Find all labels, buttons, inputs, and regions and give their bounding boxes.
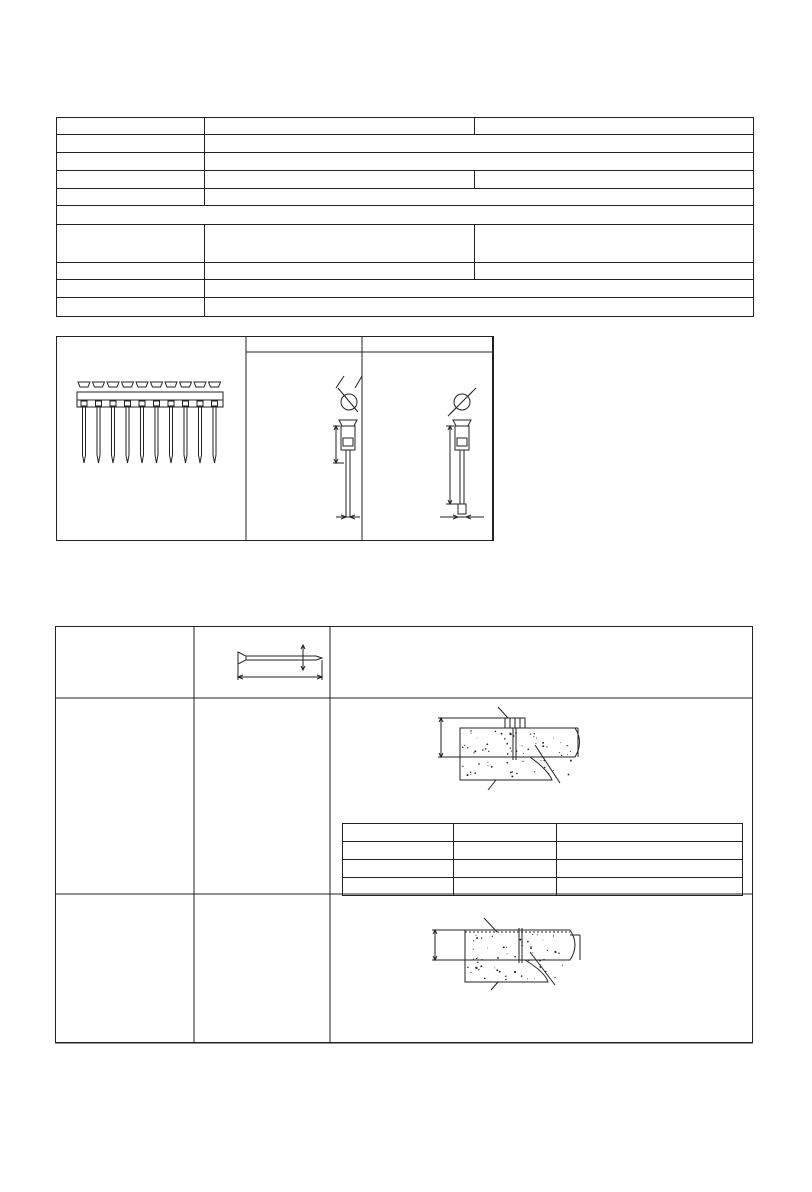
concrete-speck <box>476 937 478 939</box>
concrete-speck <box>521 975 523 977</box>
mini-cell <box>557 860 743 878</box>
mini-cell <box>343 842 454 860</box>
concrete-speck <box>485 748 487 750</box>
concrete-speck <box>501 733 503 735</box>
concrete-speck <box>548 773 549 774</box>
concrete-speck <box>571 761 572 762</box>
concrete-speck <box>475 935 476 936</box>
concrete-speck <box>540 760 541 761</box>
concrete-speck <box>491 766 493 768</box>
concrete-speck <box>561 755 562 756</box>
mini-cell <box>557 824 743 842</box>
concrete-speck <box>532 952 533 953</box>
concrete-speck <box>510 959 511 960</box>
concrete-speck <box>464 745 465 746</box>
concrete-speck <box>539 966 541 968</box>
concrete-speck <box>543 959 544 960</box>
concrete-speck <box>499 971 501 973</box>
concrete-speck <box>473 949 474 950</box>
concrete-speck <box>553 770 554 771</box>
concrete-speck <box>511 751 512 752</box>
concrete-speck <box>530 947 532 949</box>
concrete-speck <box>474 750 476 752</box>
concrete-speck <box>507 762 509 764</box>
concrete-speck <box>504 738 506 740</box>
mini-cell <box>454 860 557 878</box>
concrete-speck <box>562 965 563 966</box>
concrete-speck <box>544 767 545 768</box>
concrete-speck <box>520 745 521 746</box>
concrete-speck <box>495 731 497 733</box>
concrete-speck <box>514 971 516 973</box>
concrete-speck <box>486 743 488 745</box>
concrete-speck <box>554 951 556 953</box>
concrete-speck <box>534 733 535 734</box>
concrete-speck <box>536 738 537 739</box>
concrete-speck <box>543 760 544 761</box>
concrete-speck <box>534 771 535 772</box>
concrete-speck <box>530 733 531 734</box>
concrete-speck <box>510 747 511 748</box>
concrete-speck <box>542 939 543 940</box>
concrete-speck <box>507 953 508 954</box>
concrete-speck <box>473 958 474 959</box>
concrete-speck <box>528 960 529 961</box>
concrete-speck <box>478 969 479 970</box>
concrete-speck <box>568 774 570 776</box>
mini-cell <box>454 824 557 842</box>
concrete-speck <box>471 733 472 734</box>
concrete-speck <box>506 743 508 745</box>
concrete-speck <box>462 766 463 767</box>
concrete-speck <box>477 738 478 739</box>
mini-cell <box>343 860 454 878</box>
concrete-speck <box>506 947 507 948</box>
mini-cell <box>454 878 557 896</box>
concrete-speck <box>511 775 513 777</box>
mini-table-row <box>343 878 743 896</box>
concrete-speck <box>534 978 535 979</box>
concrete-speck <box>487 947 488 948</box>
concrete-speck <box>467 747 468 748</box>
concrete-speck <box>516 750 518 752</box>
concrete-speck <box>462 747 464 749</box>
concrete-speck <box>480 966 481 967</box>
concrete-speck <box>553 935 554 936</box>
concrete-speck <box>494 967 495 968</box>
nail-side-profile-icon <box>238 645 322 680</box>
concrete-speck <box>533 736 534 737</box>
concrete-speck <box>515 756 516 757</box>
concrete-fastening-section-icon <box>438 707 580 790</box>
concrete-speck <box>510 772 512 774</box>
concrete-speck <box>532 934 533 935</box>
concrete-speck <box>484 978 486 980</box>
concrete-speck <box>514 956 516 958</box>
mini-cell <box>557 878 743 896</box>
concrete-speck <box>560 742 561 743</box>
concrete-speck <box>522 945 523 946</box>
concrete-speck <box>537 934 538 935</box>
concrete-speck <box>475 967 477 969</box>
mini-table-row <box>343 824 743 842</box>
concrete-speck <box>527 978 528 979</box>
concrete-speck <box>545 971 547 973</box>
concrete-speck <box>488 751 489 752</box>
concrete-speck <box>546 746 547 747</box>
mini-table <box>342 823 743 896</box>
concrete-speck <box>503 946 505 948</box>
concrete-speck <box>522 761 523 762</box>
concrete-speck <box>539 960 541 962</box>
concrete-speck <box>473 752 474 753</box>
concrete-speck <box>492 936 493 937</box>
concrete-speck <box>476 958 477 959</box>
mini-cell <box>454 842 557 860</box>
concrete-speck <box>515 732 516 733</box>
concrete-fastening-section-icon <box>432 918 580 990</box>
concrete-speck <box>470 774 471 775</box>
concrete-speck <box>507 753 509 755</box>
concrete-speck <box>542 745 544 747</box>
concrete-speck <box>558 952 559 953</box>
concrete-speck <box>467 774 469 776</box>
mini-cell <box>557 842 743 860</box>
concrete-speck <box>488 765 489 766</box>
mini-cell <box>343 878 454 896</box>
concrete-speck <box>478 763 480 765</box>
concrete-speck <box>470 972 471 973</box>
concrete-speck <box>473 940 474 941</box>
concrete-speck <box>511 771 513 773</box>
concrete-speck <box>567 754 568 755</box>
concrete-speck <box>554 977 555 978</box>
concrete-speck <box>470 771 472 773</box>
concrete-speck <box>527 941 529 943</box>
concrete-speck <box>505 979 507 981</box>
concrete-speck <box>535 743 536 744</box>
concrete-speck <box>523 753 524 754</box>
concrete-speck <box>482 749 483 750</box>
concrete-speck <box>516 773 518 775</box>
concrete-speck <box>522 942 523 943</box>
concrete-speck <box>474 772 476 774</box>
concrete-speck <box>496 969 498 971</box>
concrete-speck <box>467 967 468 968</box>
concrete-speck <box>542 742 544 744</box>
concrete-speck <box>497 957 499 959</box>
concrete-speck <box>519 939 521 941</box>
concrete-speck <box>522 745 523 746</box>
concrete-speck <box>559 752 560 753</box>
concrete-speck <box>547 950 548 951</box>
concrete-speck <box>566 745 567 746</box>
concrete-speck <box>481 959 482 960</box>
mini-cell <box>343 824 454 842</box>
mini-table-row <box>343 860 743 878</box>
concrete-speck <box>477 962 478 963</box>
concrete-speck <box>509 733 511 735</box>
concrete-speck <box>513 735 515 737</box>
concrete-speck <box>487 762 488 763</box>
concrete-speck <box>553 738 554 739</box>
concrete-speck <box>477 957 478 958</box>
concrete-speck <box>505 975 507 977</box>
concrete-speck <box>481 937 482 938</box>
concrete-speck <box>570 751 571 752</box>
concrete-speck <box>527 748 529 750</box>
concrete-speck <box>470 730 471 731</box>
concrete-speck <box>540 964 541 965</box>
mini-table-row <box>343 842 743 860</box>
